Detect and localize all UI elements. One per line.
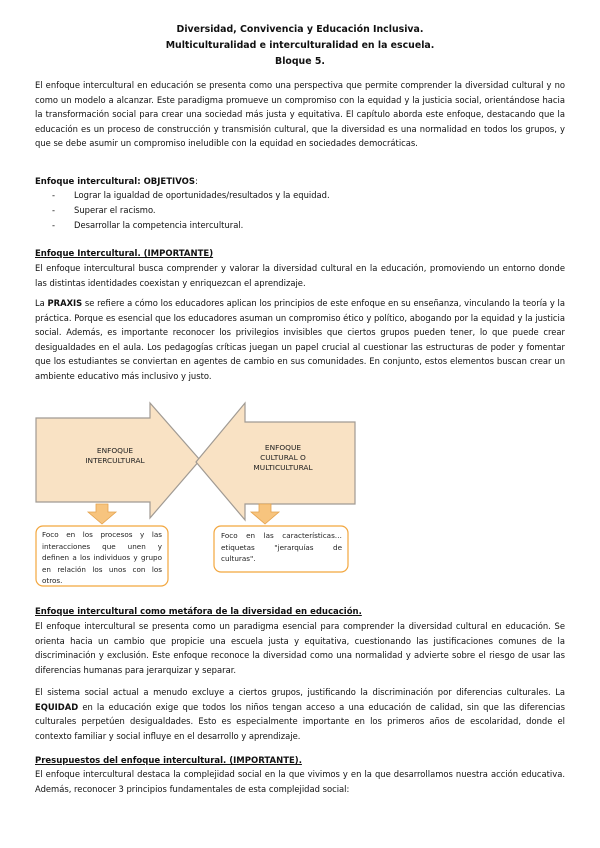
sec2-p2-rest: en la educación exige que todos los niños tengan acceso a una educación de calidad, sin que las diferencias culturales perpetúen desigualdades. Esto es especialmente importante en los primeros años de escolaridad, donde el contexto familiar y social influye en el desarrollo y aprendizaje. [35,701,565,741]
comparison-diagram [0,400,600,590]
list-item: - Superar el racismo. [52,203,330,218]
objetivos-heading-prefix: Enfoque intercultural: [35,177,144,187]
left-small-arrow-shape [88,504,116,524]
right-box-text: Foco en las características… etiquetas "jerarquías de culturas". [221,531,342,563]
right-small-arrow-shape [251,504,279,524]
objetivos-heading-suffix: : [194,177,198,187]
list-item: - Desarrollar la competencia intercultural. [52,218,330,233]
objetivos-heading [35,176,198,188]
right-arrow-label [228,443,338,473]
right-arrow-label-line: ENFOQUE [264,443,302,452]
sec3-paragraph-1: El enfoque intercultural destaca la complejidad social en la que vivimos y en la que desarrollamos nuestra acción educativa. Además, reconocer 3 principios fundamentales de esta complejidad social: [35,769,565,794]
doc-subtitle: Multiculturalidad e interculturalidad en la escuela. [165,40,435,51]
equidad-term: EQUIDAD [35,701,79,712]
left-arrow-label-line: INTERCULTURAL [85,456,145,465]
praxis-term: PRAXIS [47,298,83,308]
doc-title: Diversidad, Convivencia y Educación Inclusiva. [176,24,424,35]
section-heading-presupuestos: Presupuestos del enfoque intercultural. (IMPORTANTE). [35,756,302,766]
right-arrow-label-line: CULTURAL O [260,453,306,462]
right-arrow-label-line: MULTICULTURAL [253,463,313,472]
section-heading-enfoque-intercultural: Enfoque Intercultural. (IMPORTANTE) [35,249,214,259]
sec1-p2-rest: se refiere a cómo los educadores aplican los principios de este enfoque en su enseñanza, vinculando la teoría y la práctica. Porque es esencial que los educadores asuman un compromiso ético y político, abogando por la equidad y la justicia social. Además, es importante reconocer los privilegios invisibles que ciertos grupos pueden tener, lo que puede crear desigualdades en el aula. Los pedagogías críticas juegan un papel crucial al cuestionar las estructuras de poder y fomentar que los estudiantes se conviertan en agentes de cambio en sus comunidades. En conjunto, estos elementos buscan crear un ambiente educativo más inclusivo y justo. [35,298,565,381]
intro-paragraph: El enfoque intercultural en educación se presenta como una perspectiva que permite comprender la diversidad cultural y no como un modelo a alcanzar. Este paradigma promueve un compromiso con la equidad y la justicia social, orientándose hacia la transformación social para crear una sociedad más justa y equitativa. El capítulo aborda este enfoque, destacando que la educación es un proceso de construcción y transmisión cultural, que la diversidad es una normalidad en todos los grupos, y que se debe asumir un compromiso ineludible con la equidad en sociedades democráticas. [35,80,565,148]
left-arrow-label-line: ENFOQUE [96,446,134,455]
left-box-text: Foco en los procesos y las interacciones que unen y definen a los individuos y grupo en relación los unos con los otros. [42,530,162,585]
block-label: Bloque 5. [275,56,325,67]
section-heading-metafora: Enfoque intercultural como metáfora de la diversidad en educación. [35,607,362,617]
sec1-paragraph-1: El enfoque intercultural busca comprender y valorar la diversidad cultural en la educación, promoviendo un entorno donde las distintas identidades coexistan y enriquezcan el aprendizaje. [35,263,565,288]
sec2-p2-start: El sistema social actual a menudo excluye a ciertos grupos, justificando la discriminación por diferencias culturales. La [35,687,565,697]
left-arrow-label [60,446,170,466]
sec1-p2-start: La [35,298,48,308]
sec2-paragraph-2 [35,685,565,743]
sec1-paragraph-2 [35,296,565,383]
list-item: - Lograr la igualdad de oportunidades/resultados y la equidad. [52,188,330,203]
objetivos-heading-bold: OBJETIVOS [143,177,195,187]
sec2-paragraph-1: El enfoque intercultural se presenta como un paradigma esencial para comprender la diversidad cultural en educación. Se orienta hacia un cambio que propicie una escuela justa y equitativa, cuestionando las justificaciones comunes de la discriminación y exclusión. Este enfoque reconoce la diversidad como una normalidad y advierte sobre el riesgo de usar las diferencias humanas para jerarquizar y separar. [35,621,565,675]
objetivos-list [52,188,330,234]
